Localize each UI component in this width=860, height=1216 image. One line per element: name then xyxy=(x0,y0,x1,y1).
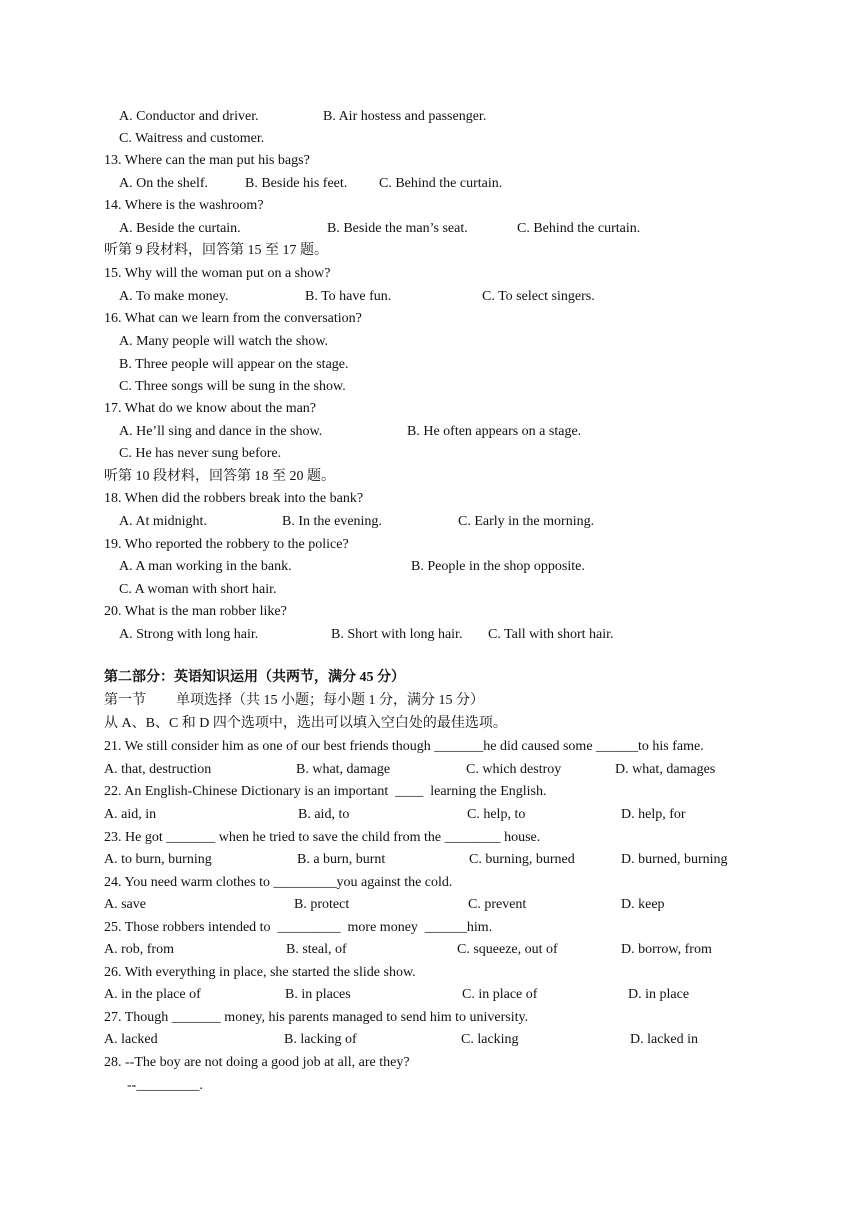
option-text: C. Behind the curtain. xyxy=(379,176,503,191)
text-line: C. Waitress and customer. xyxy=(119,131,265,146)
text-line: 28. --The boy are not doing a good job at all, are they? xyxy=(104,1055,410,1070)
option-text: B. steal, of xyxy=(286,942,347,957)
option-text: B. what, damage xyxy=(296,762,391,777)
text-line: 第一节 xyxy=(104,693,146,708)
option-text: B. In the evening. xyxy=(282,514,382,529)
text-line: 25. Those robbers intended to _________ more money ______him. xyxy=(104,920,493,935)
text-line: 听第 9 段材料，回答第 15 至 17 题。 xyxy=(104,243,328,258)
text-line: 第二部分：英语知识运用（共两节，满分 45 分） xyxy=(104,670,405,685)
option-text: C. lacking xyxy=(461,1032,519,1047)
option-text: B. Beside his feet. xyxy=(245,176,348,191)
text-line: 16. What can we learn from the conversation? xyxy=(104,311,362,326)
text-line: 13. Where can the man put his bags? xyxy=(104,153,310,168)
option-text: B. People in the shop opposite. xyxy=(411,559,585,574)
text-line: A. to burn, burning xyxy=(104,852,212,867)
option-text: D. burned, burning xyxy=(621,852,728,867)
option-text: D. what, damages xyxy=(615,762,716,777)
text-line: A. aid, in xyxy=(104,807,157,822)
option-text: C. which destroy xyxy=(466,762,562,777)
text-line: A. save xyxy=(104,897,146,912)
option-text: B. aid, to xyxy=(298,807,350,822)
text-line: C. He has never sung before. xyxy=(119,446,282,461)
option-text: B. He often appears on a stage. xyxy=(407,424,582,439)
text-line: A. lacked xyxy=(104,1032,158,1047)
option-text: B. Short with long hair. xyxy=(331,627,463,642)
text-line: 14. Where is the washroom? xyxy=(104,198,264,213)
option-text: C. Early in the morning. xyxy=(458,514,595,529)
text-line: 21. We still consider him as one of our best friends though _______he did caused some ______to his fame. xyxy=(104,739,704,754)
text-line: 15. Why will the woman put on a show? xyxy=(104,266,331,281)
text-line: A. To make money. xyxy=(119,289,229,304)
option-text: C. Tall with short hair. xyxy=(488,627,614,642)
text-line: --_________. xyxy=(127,1078,203,1093)
text-line: C. Three songs will be sung in the show. xyxy=(119,379,346,394)
option-text: C. burning, burned xyxy=(469,852,575,867)
text-line: A. that, destruction xyxy=(104,762,212,777)
option-text: B. To have fun. xyxy=(305,289,392,304)
text-line: A. On the shelf. xyxy=(119,176,209,191)
text-line: 27. Though _______ money, his parents managed to send him to university. xyxy=(104,1010,529,1025)
option-text: B. a burn, burnt xyxy=(297,852,386,867)
option-text: 单项选择（共 15 小题；每小题 1 分，满分 15 分） xyxy=(176,693,484,708)
text-line: C. A woman with short hair. xyxy=(119,582,277,597)
text-line: A. A man working in the bank. xyxy=(119,559,292,574)
text-line: A. Many people will watch the show. xyxy=(119,334,329,349)
option-text: B. protect xyxy=(294,897,350,912)
text-line: 20. What is the man robber like? xyxy=(104,604,287,619)
option-text: D. borrow, from xyxy=(621,942,712,957)
text-line: A. Beside the curtain. xyxy=(119,221,241,236)
option-text: C. Behind the curtain. xyxy=(517,221,641,236)
option-text: C. in place of xyxy=(462,987,538,1002)
option-text: B. Air hostess and passenger. xyxy=(323,109,487,124)
text-line: A. At midnight. xyxy=(119,514,207,529)
text-line: A. Conductor and driver. xyxy=(119,109,259,124)
text-line: 24. You need warm clothes to _________you against the cold. xyxy=(104,875,453,890)
text-line: 22. An English-Chinese Dictionary is an important ____ learning the English. xyxy=(104,784,547,799)
option-text: D. lacked in xyxy=(630,1032,699,1047)
option-text: B. Beside the man’s seat. xyxy=(327,221,468,236)
option-text: B. in places xyxy=(285,987,351,1002)
text-line: A. He’ll sing and dance in the show. xyxy=(119,424,323,439)
text-line: 26. With everything in place, she started the slide show. xyxy=(104,965,416,980)
text-line: 18. When did the robbers break into the bank? xyxy=(104,491,364,506)
option-text: D. in place xyxy=(628,987,690,1002)
text-line: A. rob, from xyxy=(104,942,174,957)
option-text: D. help, for xyxy=(621,807,686,822)
text-line: 从 A、B、C 和 D 四个选项中，选出可以填入空白处的最佳选项。 xyxy=(104,716,507,731)
option-text: C. help, to xyxy=(467,807,526,822)
text-line: A. in the place of xyxy=(104,987,201,1002)
option-text: B. lacking of xyxy=(284,1032,357,1047)
option-text: D. keep xyxy=(621,897,665,912)
text-line: 23. He got _______ when he tried to save the child from the ________ house. xyxy=(104,830,541,845)
option-text: C. To select singers. xyxy=(482,289,595,304)
option-text: C. squeeze, out of xyxy=(457,942,558,957)
text-line: B. Three people will appear on the stage. xyxy=(119,357,349,372)
option-text: C. prevent xyxy=(468,897,527,912)
text-line: 17. What do we know about the man? xyxy=(104,401,317,416)
text-line: 听第 10 段材料，回答第 18 至 20 题。 xyxy=(104,469,335,484)
text-line: 19. Who reported the robbery to the police? xyxy=(104,537,349,552)
text-line: A. Strong with long hair. xyxy=(119,627,259,642)
